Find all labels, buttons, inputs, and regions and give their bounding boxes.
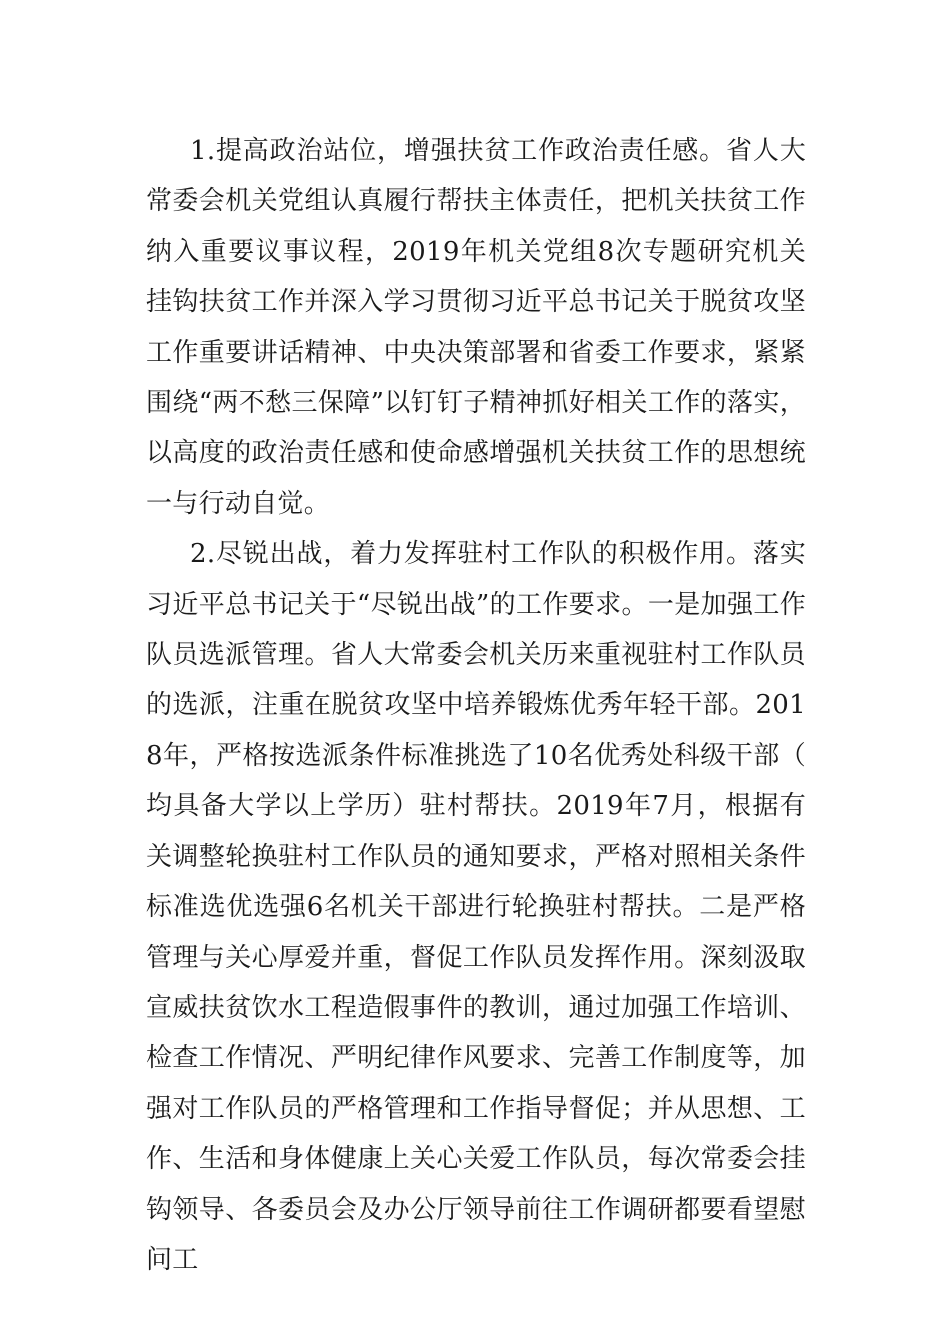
paragraph-1: 1.提高政治站位，增强扶贫工作政治责任感。省人大常委会机关党组认真履行帮扶主体责任，把机关扶贫工作纳入重要议事议程，2019年机关党组8次专题研究机关挂钩扶贫工作并深入学习贯彻习近平总书记关于脱贫攻坚工作重要讲话精神、中央决策部署和省委工作要求，紧紧围绕“两不愁三保障”以钉钉子精神抓好相关工作的落实，以高度的政治责任感和使命感增强机关扶贫工作的思想统一与行动自觉。 bbox=[146, 136, 806, 519]
document-body bbox=[146, 126, 806, 1285]
paragraph-2: 2.尽锐出战，着力发挥驻村工作队的积极作用。落实习近平总书记关于“尽锐出战”的工作要求。一是加强工作队员选派管理。省人大常委会机关历来重视驻村工作队员的选派，注重在脱贫攻坚中培养锻炼优秀年轻干部。2018年，严格按选派条件标准挑选了10名优秀处科级干部（均具备大学以上学历）驻村帮扶。2019年7月，根据有关调整轮换驻村工作队员的通知要求，严格对照相关条件标准选优选强6名机关干部进行轮换驻村帮扶。二是严格管理与关心厚爱并重，督促工作队员发挥作用。深刻汲取宣威扶贫饮水工程造假事件的教训，通过加强工作培训、检查工作情况、严明纪律作风要求、完善工作制度等，加强对工作队员的严格管理和工作指导督促；并从思想、工作、生活和身体健康上关心关爱工作队员，每次常委会挂钩领导、各委员会及办公厅领导前往工作调研都要看望慰问工 bbox=[146, 539, 806, 1275]
